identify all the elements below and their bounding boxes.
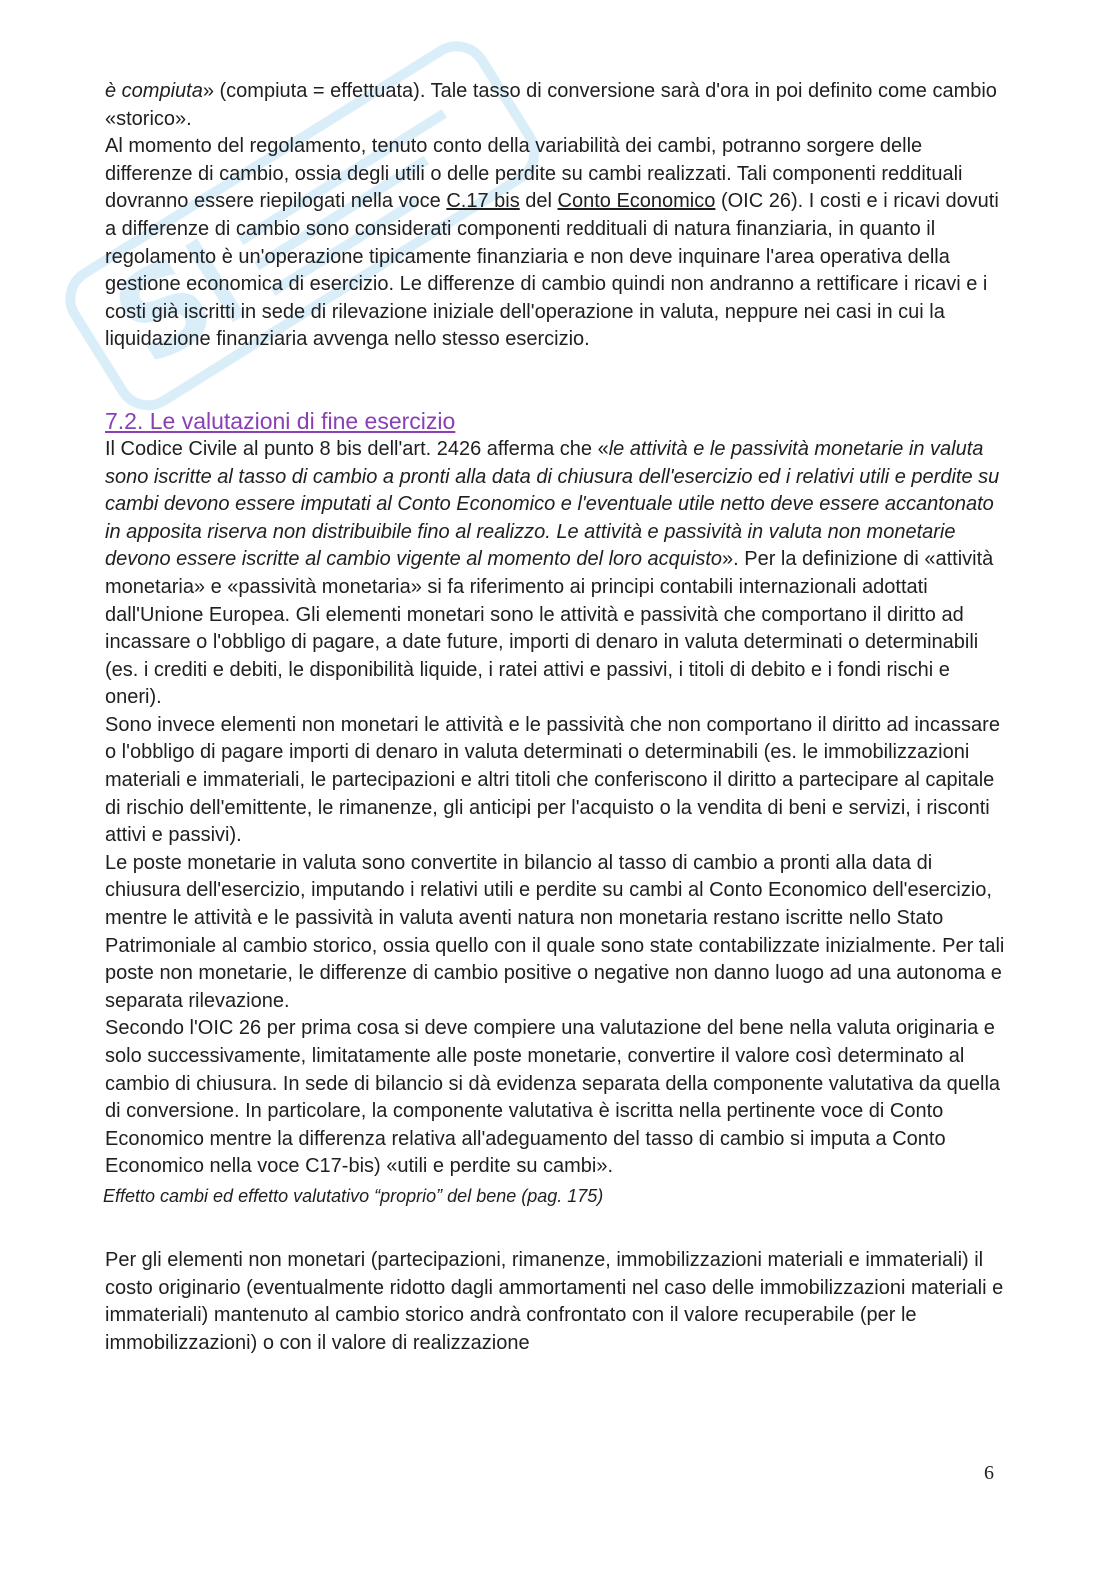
underlined-term: C.17 bis	[446, 190, 520, 213]
paragraph	[105, 1247, 1005, 1357]
page-number: 6	[984, 1462, 994, 1484]
text-segment: » (compiuta = effettuata). Tale tasso di conversione sarà d'ora in poi definito come cambio «storico».	[105, 80, 997, 130]
text-segment: Al momento del regolamento, tenuto conto della variabilità dei cambi, potranno sorgere delle differenze di cambio, ossia degli utili o delle perdite su cambi realizzati. Tali componenti reddituali dovranno essere riepilogati nella voce	[105, 135, 963, 213]
text-segment: (OIC 26). I costi e i ricavi dovuti a differenze di cambio sono considerati componenti reddituali di natura finanziaria, in quanto il regolamento è un'operazione tipicamente finanziaria e non deve inquinare l'area operativa della gestione economica di esercizio. Le differenze di cambio quindi non andranno a rettificare i ricavi e i costi già iscritti in sede di rilevazione iniziale dell'operazione in valuta, neppure nei casi in cui la liquidazione finanziaria avvenga nello stesso esercizio.	[105, 190, 999, 351]
text-segment: Per gli elementi non monetari (partecipazioni, rimanenze, immobilizzazioni materiali e immateriali) il costo originario (eventualmente ridotto dagli ammortamenti nel caso delle immobilizzazioni materiali e immateriali) mantenuto al cambio storico andrà confrontato con il valore recuperabile (per le immobilizzazioni) o con il valore di realizzazione	[105, 1248, 1004, 1354]
paragraph	[105, 133, 1005, 354]
paragraph	[105, 712, 1005, 850]
italic-quote: le attività e le passività monetarie in valuta sono iscritte al tasso di cambio a pronti alla data di chiusura dell'esercizio ed i relativi utili e perdite su cambi devono essere imputati al Conto Economico e l'eventuale utile netto deve essere accantonato in apposita riserva non distribuibile fino al realizzo. Le attività e passività in valuta non monetarie devono essere iscritte al cambio vigente al momento del loro acquisto	[105, 437, 1000, 571]
text-segment: Le poste monetarie in valuta sono convertite in bilancio al tasso di cambio a pronti alla data di chiusura dell'esercizio, imputando i relativi utili e perdite su cambi al Conto Economico dell'esercizio, mentre le attività e le passività in valuta aventi natura non monetaria restano iscritte nello Stato Patrimoniale al cambio storico, ossia quello con il quale sono state contabilizzate inizialmente. Per tali poste non monetarie, le differenze di cambio positive o negative non danno luogo ad una autonoma e separata rilevazione.	[105, 851, 1005, 1012]
intro-paragraphs	[105, 78, 1005, 354]
section-heading: 7.2. Le valutazioni di fine esercizio	[105, 407, 456, 434]
text-segment: Sono invece elementi non monetari le attività e le passività che non comportano il diritto ad incassare o l'obbligo di pagare importi di denaro in valuta determinati o determinabili (es. le immobilizzazioni materiali e immateriali, le partecipazioni e altri titoli che conferiscono il diritto a partecipare al capitale di rischio dell'emittente, le rimanenze, gli anticipi per l'acquisto o la vendita di beni e servizi, i risconti attivi e passivi).	[105, 713, 1000, 847]
closing-paragraphs	[105, 1247, 1005, 1357]
underlined-term: Conto Economico	[557, 190, 716, 213]
figure-caption: Effetto cambi ed effetto valutativo “proprio” del bene (pag. 175)	[103, 1185, 604, 1206]
text-segment: Secondo l'OIC 26 per prima cosa si deve compiere una valutazione del bene nella valuta originaria e solo successivamente, limitatamente alle poste monetarie, convertire il valore così determinato al cambio di chiusura. In sede di bilancio si dà evidenza separata della componente valutativa da quella di conversione. In particolare, la componente valutativa è iscritta nella pertinente voce di Conto Economico mentre la differenza relativa all'adeguamento del tasso di cambio si imputa a Conto Economico nella voce C17-bis) «utili e perdite su cambi».	[105, 1017, 1001, 1178]
text-segment: ». Per la definizione di «attività monetaria» e «passività monetaria» si fa riferimento ai principi contabili internazionali adottati dall'Unione Europea. Gli elementi monetari sono le attività e passività che comportano il diritto ad incassare o l'obbligo di pagare, a date future, importi di denaro in valuta determinati o determinabili (es. i crediti e debiti, le disponibilità liquide, i ratei attivi e passivi, i titoli di debito e i fondi rischi e oneri).	[105, 548, 994, 709]
text-segment: Il Codice Civile al punto 8 bis dell'art. 2426 afferma che «	[105, 437, 609, 460]
paragraph	[105, 1015, 1005, 1181]
paragraph	[105, 436, 1005, 712]
svg-text:S: S	[91, 229, 239, 393]
paragraph	[105, 850, 1005, 1016]
paragraph	[105, 78, 1005, 133]
text-segment: del	[519, 190, 558, 213]
document-body	[105, 78, 1005, 1357]
italic-quote: è compiuta	[105, 80, 203, 102]
section-paragraphs	[105, 436, 1005, 1181]
